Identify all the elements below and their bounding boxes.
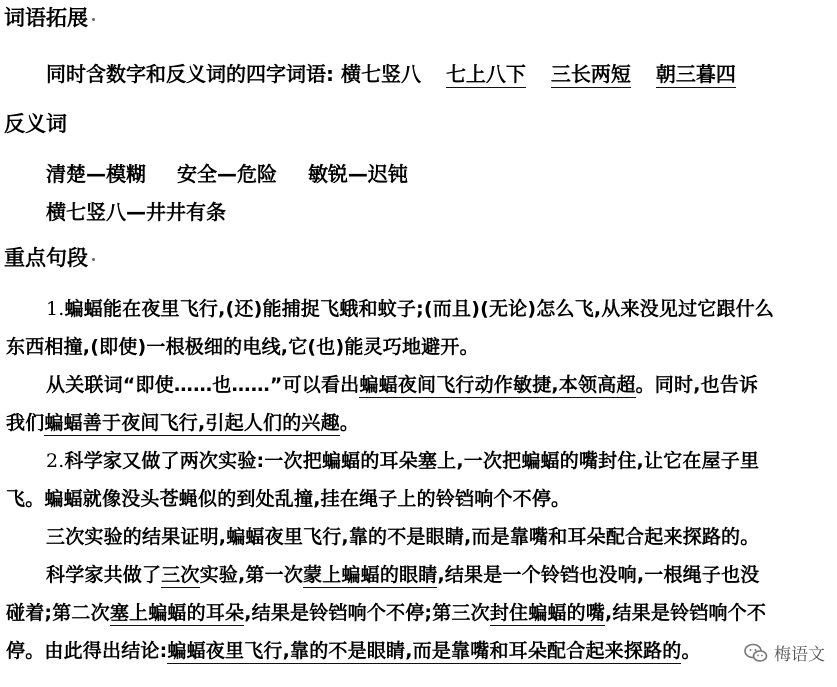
passage-1-analysis-2: 我们蝙蝠善于夜间飞行,引起人们的兴趣。 xyxy=(6,412,360,434)
underlined-experiment-2: 塞上蝙蝠的耳朵 xyxy=(109,602,245,624)
passage-1-line-2: 东西相撞,(即使)一根极细的电线,它(也)能灵巧地避开。 xyxy=(6,336,479,358)
underlined-experiment-3: 封住蝙蝠的嘴 xyxy=(489,602,606,624)
watermark xyxy=(744,640,825,665)
passage-2-line-2: 飞。蝙蝠就像没头苍蝇似的到处乱撞,挂在绳子上的铃铛响个不停。 xyxy=(6,488,571,510)
underlined-experiment-1: 蒙上蝙蝠的眼睛 xyxy=(303,564,438,586)
watermark-text: 梅语文 xyxy=(774,645,825,665)
heading-dot xyxy=(92,258,95,261)
antonym-pair-4: 横七竖八—井井有条 xyxy=(46,200,226,224)
underlined-three: 三次 xyxy=(161,564,200,586)
underlined-effect: 蝙蝠善于夜间飞行,引起人们的兴趣 xyxy=(44,412,340,434)
underlined-final-conclusion: 蝙蝠夜里飞行,靠的不是眼睛,而是靠嘴和耳朵配合起来探路的 xyxy=(167,640,682,662)
passage-2-line-1: 2.科学家又做了两次实验:一次把蝙蝠的耳朵塞上,一次把蝙蝠的嘴封住,让它在屋子里 xyxy=(46,450,760,472)
passage-1-analysis-1: 从关联词“即使……也……”可以看出蝙蝠夜间飞行动作敏捷,本领高超。同时,也告诉 xyxy=(46,374,759,396)
antonym-pair-3: 敏锐—迟钝 xyxy=(307,162,408,186)
passage-2-analysis-1: 科学家共做了三次实验,第一次蒙上蝙蝠的眼睛,结果是一个铃铛也没响,一根绳子也没 xyxy=(46,564,760,586)
passage-2-result: 三次实验的结果证明,蝙蝠夜里飞行,靠的不是眼睛,而是靠嘴和耳朵配合起来探路的。 xyxy=(46,526,760,548)
passage-1-number: 1. xyxy=(46,298,65,320)
passage-2-number: 2. xyxy=(46,450,65,472)
intro-line xyxy=(46,64,736,84)
wechat-icon xyxy=(744,643,768,663)
word-4: 朝三暮四 xyxy=(655,62,736,86)
heading-key-passages: 重点句段 xyxy=(4,248,95,269)
antonym-line-2 xyxy=(46,202,226,222)
antonym-pair-2: 安全—危险 xyxy=(176,162,277,186)
word-3: 三长两短 xyxy=(550,62,631,86)
intro-label: 同时含数字和反义词的四字词语: xyxy=(46,62,334,86)
heading-dot xyxy=(92,18,95,21)
word-1: 横七竖八 xyxy=(340,62,421,86)
word-2: 七上八下 xyxy=(445,62,526,86)
passage-1-line-1: 1.蝙蝠能在夜里飞行,(还)能捕捉飞蛾和蚊子;(而且)(无论)怎么飞,从来没见过它跟什么 xyxy=(46,298,775,320)
antonym-pair-1: 清楚—模糊 xyxy=(46,162,146,186)
antonym-line-1 xyxy=(46,164,408,184)
passage-2-analysis-3: 停。由此得出结论:蝙蝠夜里飞行,靠的不是眼睛,而是靠嘴和耳朵配合起来探路的。 xyxy=(6,640,701,662)
passage-2-analysis-2: 碰着;第二次塞上蝙蝠的耳朵,结果是铃铛响个不停;第三次封住蝙蝠的嘴,结果是铃铛响个不 xyxy=(6,602,767,624)
underlined-conclusion: 蝙蝠夜间飞行动作敏捷,本领高超 xyxy=(359,374,636,396)
heading-antonyms: 反义词 xyxy=(4,112,67,136)
heading-vocabulary-extension: 词语拓展 xyxy=(4,8,95,29)
